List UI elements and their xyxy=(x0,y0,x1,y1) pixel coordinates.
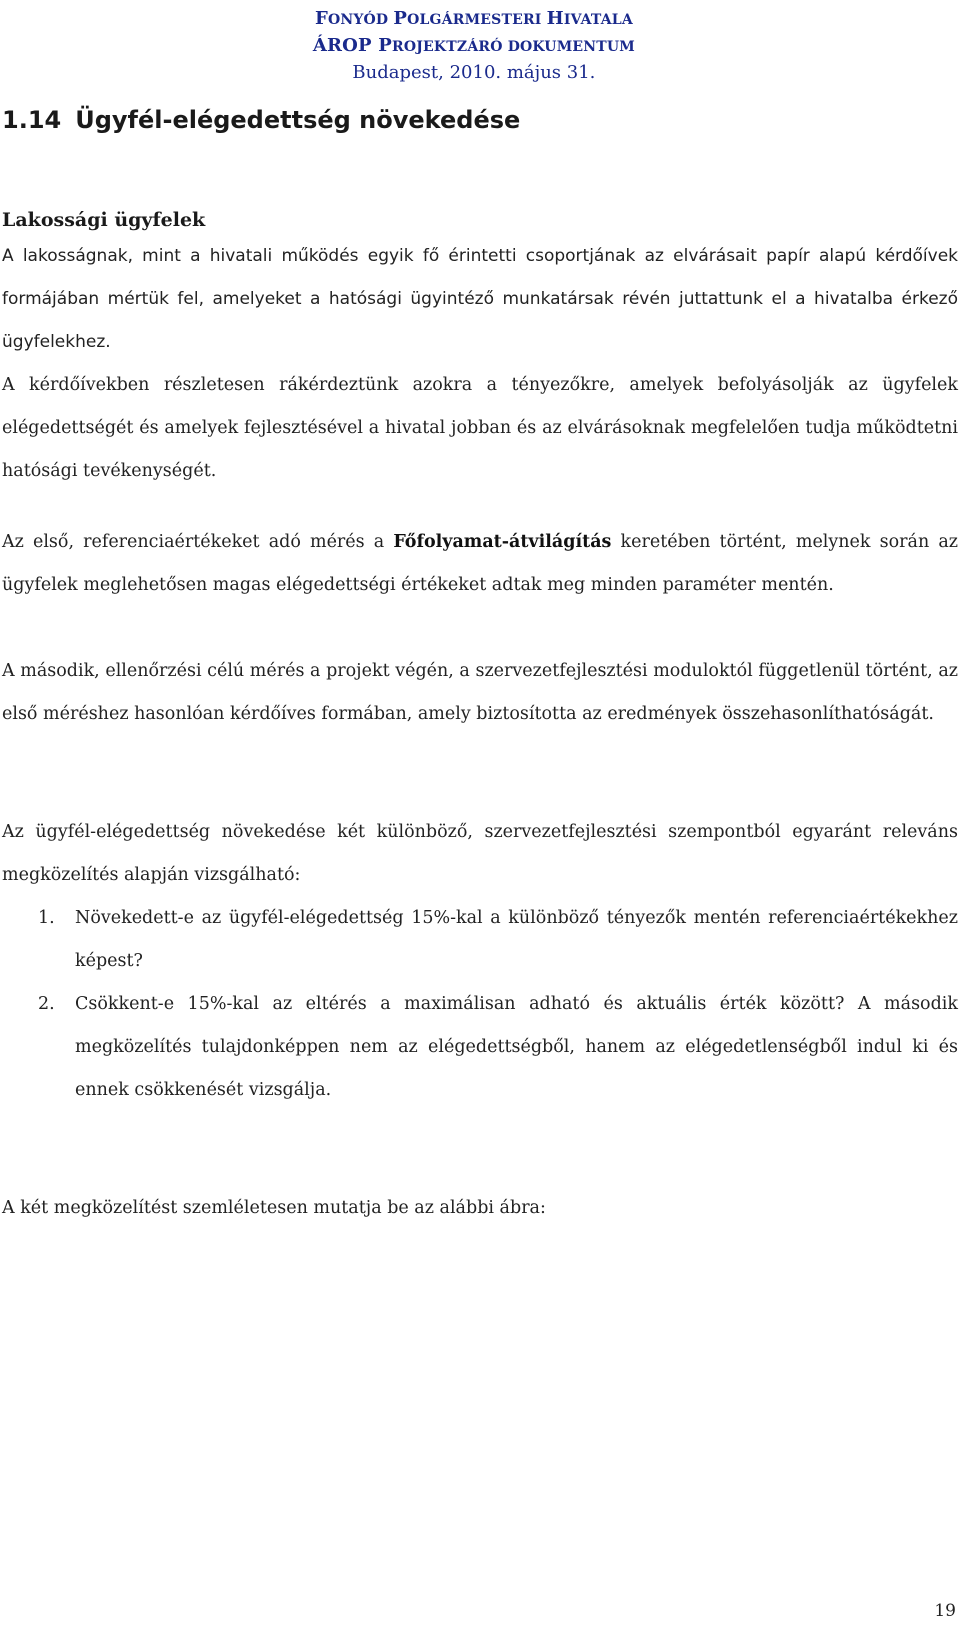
list-item-number: 1. xyxy=(38,908,55,928)
list-item-text: Növekedett-e az ügyfél-elégedettség 15%-kal a különböző tényezők mentén referenciaértékekhez képest? xyxy=(75,908,958,971)
paragraph-2: A kérdőívekben részletesen rákérdeztünk azokra a tényezőkre, amelyek befolyásolják az ügyfelek elégedettségét és amelyek fejlesztésével a hivatal jobban és az elvárásoknak megfelelően tudja működtetni hatósági tevékenységét. xyxy=(2,375,958,481)
paragraph-4: A második, ellenőrzési célú mérés a projekt végén, a szervezetfejlesztési moduloktól függetlenül történt, az első méréshez hasonlóan kérdőíves formában, amely biztosította az eredmények összehasonlíthatóságát. xyxy=(2,661,958,724)
section-number: 1.14 xyxy=(2,106,62,134)
list-item xyxy=(2,983,958,1112)
header-letter: ÁROP P xyxy=(312,35,392,56)
list-item-number: 2. xyxy=(38,994,55,1014)
header-office-name xyxy=(313,6,635,33)
list-item-text: Csökkent-e 15%-kal az eltérés a maximálisan adható és aktuális érték között? A második megközelítés tulajdonképpen nem az elégedettségből, hanem az elégedetlenségből indul ki és ennek csökkenését vizsgálja. xyxy=(75,994,958,1100)
paragraph-6: A két megközelítést szemléletesen mutatja be az alábbi ábra: xyxy=(2,1198,546,1218)
paragraph-5: Az ügyfél-elégedettség növekedése két különböző, szervezetfejlesztési szempontból egyaránt releváns megközelítés alapján vizsgálható: xyxy=(2,822,958,885)
header-smallcaps: ONYÓD xyxy=(327,12,394,28)
document-header xyxy=(313,6,635,86)
header-letter: F xyxy=(314,8,328,29)
header-date: Budapest, 2010. május 31. xyxy=(352,62,596,83)
header-smallcaps: IVATALA xyxy=(563,12,633,28)
paragraph-1: A lakosságnak, mint a hivatali működés egyik fő érintetti csoportjának az elvárásait papír alapú kérdőívek formájában mértük fel, amelyeket a hatósági ügyintéző munkatársak révén juttattunk el a hivatalba érkező ügyfelekhez. xyxy=(2,246,958,352)
header-document-type xyxy=(313,33,635,60)
paragraph-3-start: Az első, referenciaértékeket adó mérés a xyxy=(2,532,394,552)
section-title xyxy=(2,106,520,134)
page-number: 19 xyxy=(934,1601,956,1621)
header-letter: H xyxy=(546,8,564,29)
subheading: Lakossági ügyfelek xyxy=(2,209,206,231)
header-letter: P xyxy=(393,8,408,29)
list-item xyxy=(2,897,958,983)
header-smallcaps: ROJEKTZÁRÓ DOKUMENTUM xyxy=(392,39,635,55)
header-smallcaps: OLGÁRMESTERI xyxy=(407,12,547,28)
paragraph-3-end: keretében történt, melynek során az ügyfelek meglehetősen magas elégedettségi értékeket adtak meg minden paraméter mentén. xyxy=(2,532,958,595)
section-title-text: Ügyfél-elégedettség növekedése xyxy=(75,106,521,134)
paragraph-3 xyxy=(2,521,958,607)
numbered-list xyxy=(2,897,958,1112)
paragraph-3-bold: Főfolyamat-átvilágítás xyxy=(393,532,612,552)
